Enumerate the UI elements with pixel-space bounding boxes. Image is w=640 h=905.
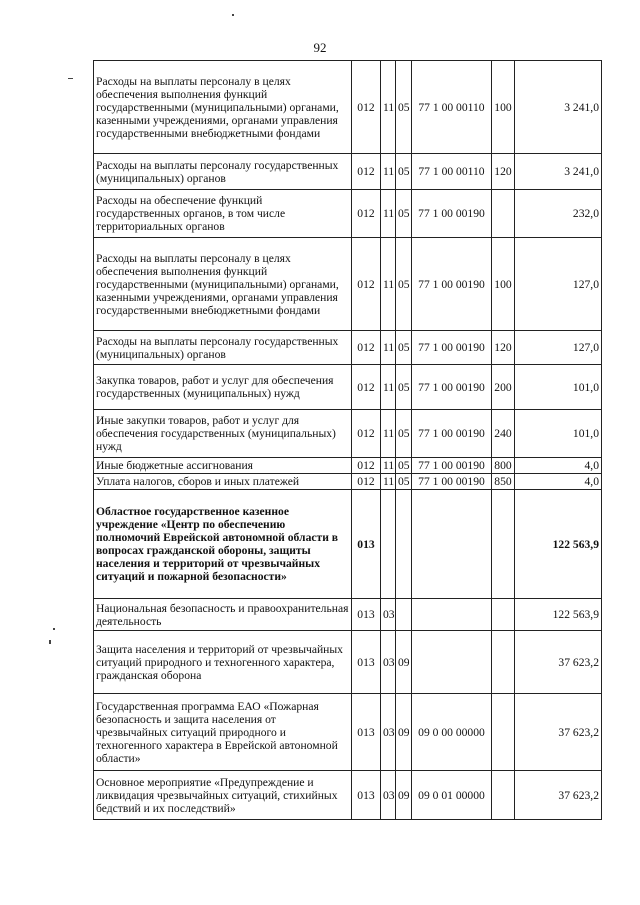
table-row <box>94 331 602 365</box>
ved-code: 012 <box>352 190 381 238</box>
section-code <box>381 490 396 599</box>
expense-type-code <box>492 190 515 238</box>
ved-code: 012 <box>352 458 381 474</box>
amount: 4,0 <box>515 474 602 490</box>
row-name: Защита населения и территорий от чрезвычайных ситуаций природного и техногенного характера, гражданская оборона <box>94 631 352 694</box>
subsection-code: 05 <box>396 238 412 331</box>
scan-speck <box>49 640 51 644</box>
section-code: 11 <box>381 410 396 458</box>
target-article-code: 77 1 00 00190 <box>412 238 492 331</box>
amount: 37 623,2 <box>515 631 602 694</box>
amount: 3 241,0 <box>515 154 602 190</box>
amount: 37 623,2 <box>515 771 602 820</box>
target-article-code: 77 1 00 00190 <box>412 331 492 365</box>
target-article-code: 77 1 00 00110 <box>412 61 492 154</box>
expense-type-code: 240 <box>492 410 515 458</box>
table-row <box>94 365 602 410</box>
table-row <box>94 631 602 694</box>
subsection-code: 05 <box>396 410 412 458</box>
expense-type-code <box>492 694 515 771</box>
row-name: Национальная безопасность и правоохранительная деятельность <box>94 599 352 631</box>
amount: 101,0 <box>515 410 602 458</box>
ved-code: 012 <box>352 365 381 410</box>
section-code: 11 <box>381 238 396 331</box>
target-article-code: 77 1 00 00190 <box>412 365 492 410</box>
section-code: 11 <box>381 61 396 154</box>
ved-code: 012 <box>352 61 381 154</box>
target-article-code: 77 1 00 00190 <box>412 474 492 490</box>
table-row <box>94 154 602 190</box>
expense-type-code: 200 <box>492 365 515 410</box>
target-article-code: 77 1 00 00110 <box>412 154 492 190</box>
subsection-code: 05 <box>396 154 412 190</box>
ved-code: 012 <box>352 410 381 458</box>
ved-code: 013 <box>352 599 381 631</box>
row-name: Государственная программа ЕАО «Пожарная безопасность и защита населения от чрезвычайных ситуаций природного и техногенного характера в Еврейской автономной области» <box>94 694 352 771</box>
row-name: Областное государственное казенное учреждение «Центр по обеспечению полномочий Еврейской автономной области в вопросах гражданской обороны, защиты населения и территорий от чрезвычайных ситуаций и пожарной безопасности» <box>94 490 352 599</box>
table-row <box>94 771 602 820</box>
section-code: 11 <box>381 190 396 238</box>
subsection-code <box>396 490 412 599</box>
row-name: Расходы на обеспечение функций государственных органов, в том числе территориальных органов <box>94 190 352 238</box>
section-code: 11 <box>381 458 396 474</box>
section-code: 03 <box>381 694 396 771</box>
target-article-code: 09 0 00 00000 <box>412 694 492 771</box>
scan-speck <box>232 14 234 16</box>
section-code: 11 <box>381 474 396 490</box>
expense-type-code: 100 <box>492 61 515 154</box>
ved-code: 012 <box>352 238 381 331</box>
page-number: 92 <box>313 40 327 55</box>
table-row <box>94 458 602 474</box>
subsection-code: 09 <box>396 631 412 694</box>
target-article-code <box>412 631 492 694</box>
subsection-code: 05 <box>396 190 412 238</box>
section-code: 11 <box>381 365 396 410</box>
row-name: Уплата налогов, сборов и иных платежей <box>94 474 352 490</box>
target-article-code: 77 1 00 00190 <box>412 190 492 238</box>
table-row <box>94 61 602 154</box>
expense-type-code: 100 <box>492 238 515 331</box>
row-name: Закупка товаров, работ и услуг для обеспечения государственных (муниципальных) нужд <box>94 365 352 410</box>
target-article-code <box>412 599 492 631</box>
ved-code: 013 <box>352 771 381 820</box>
expense-type-code <box>492 490 515 599</box>
table-row <box>94 694 602 771</box>
amount: 122 563,9 <box>515 599 602 631</box>
row-name: Иные бюджетные ассигнования <box>94 458 352 474</box>
scan-speck <box>68 78 73 79</box>
subsection-code: 05 <box>396 365 412 410</box>
scan-speck <box>53 628 55 630</box>
subsection-code: 05 <box>396 61 412 154</box>
target-article-code <box>412 490 492 599</box>
table-row <box>94 190 602 238</box>
table-row <box>94 490 602 599</box>
table-row <box>94 599 602 631</box>
amount: 122 563,9 <box>515 490 602 599</box>
subsection-code: 09 <box>396 771 412 820</box>
amount: 37 623,2 <box>515 694 602 771</box>
budget-table <box>93 60 602 820</box>
section-code: 03 <box>381 771 396 820</box>
ved-code: 013 <box>352 694 381 771</box>
row-name: Расходы на выплаты персоналу в целях обеспечения выполнения функций государственными (муниципальными) органами, казенными учреждениями, органами управления государственными внебюджетными фондами <box>94 61 352 154</box>
section-code: 11 <box>381 154 396 190</box>
target-article-code: 77 1 00 00190 <box>412 458 492 474</box>
expense-type-code <box>492 631 515 694</box>
subsection-code: 05 <box>396 458 412 474</box>
expense-type-code: 120 <box>492 331 515 365</box>
ved-code: 013 <box>352 490 381 599</box>
table-row <box>94 474 602 490</box>
target-article-code: 77 1 00 00190 <box>412 410 492 458</box>
row-name: Расходы на выплаты персоналу в целях обеспечения выполнения функций государственными (муниципальными) органами, казенными учреждениями, органами управления государственными внебюджетными фондами <box>94 238 352 331</box>
expense-type-code <box>492 599 515 631</box>
target-article-code: 09 0 01 00000 <box>412 771 492 820</box>
amount: 3 241,0 <box>515 61 602 154</box>
expense-type-code: 850 <box>492 474 515 490</box>
amount: 4,0 <box>515 458 602 474</box>
ved-code: 012 <box>352 474 381 490</box>
subsection-code <box>396 599 412 631</box>
ved-code: 012 <box>352 154 381 190</box>
table-body <box>94 61 602 820</box>
amount: 127,0 <box>515 331 602 365</box>
subsection-code: 05 <box>396 331 412 365</box>
ved-code: 013 <box>352 631 381 694</box>
section-code: 03 <box>381 631 396 694</box>
section-code: 03 <box>381 599 396 631</box>
amount: 232,0 <box>515 190 602 238</box>
expense-type-code: 120 <box>492 154 515 190</box>
row-name: Расходы на выплаты персоналу государственных (муниципальных) органов <box>94 331 352 365</box>
table-row <box>94 238 602 331</box>
amount: 101,0 <box>515 365 602 410</box>
expense-type-code: 800 <box>492 458 515 474</box>
row-name: Расходы на выплаты персоналу государственных (муниципальных) органов <box>94 154 352 190</box>
table-row <box>94 410 602 458</box>
amount: 127,0 <box>515 238 602 331</box>
subsection-code: 09 <box>396 694 412 771</box>
ved-code: 012 <box>352 331 381 365</box>
expense-type-code <box>492 771 515 820</box>
row-name: Основное мероприятие «Предупреждение и ликвидация чрезвычайных ситуаций, стихийных бедствий и их последствий» <box>94 771 352 820</box>
row-name: Иные закупки товаров, работ и услуг для обеспечения государственных (муниципальных) нужд <box>94 410 352 458</box>
section-code: 11 <box>381 331 396 365</box>
subsection-code: 05 <box>396 474 412 490</box>
